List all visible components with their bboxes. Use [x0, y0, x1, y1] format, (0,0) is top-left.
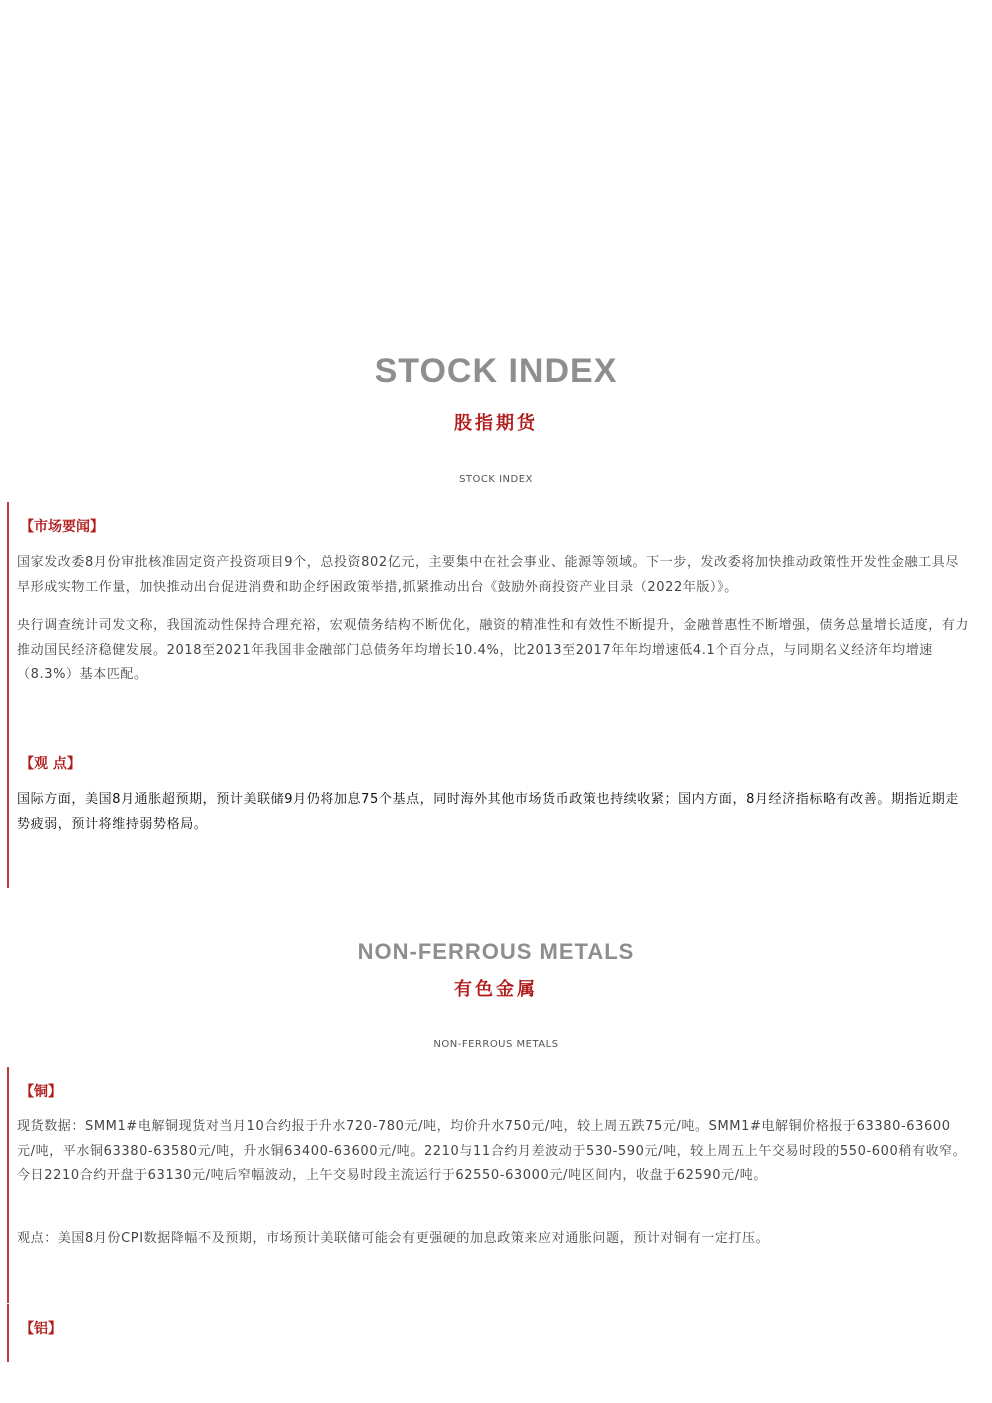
copper-rule [7, 1067, 9, 1303]
non-ferrous-caption: NON-FERROUS METALS [433, 1039, 559, 1050]
aluminum-rule [7, 1304, 9, 1362]
stock-index-caption: STOCK INDEX [459, 474, 533, 485]
view-heading: 【观 点】 [20, 756, 81, 772]
view-paragraph: 国际方面，美国8月通胀超预期，预计美联储9月仍将加息75个基点，同时海外其他市场货币政策也持续收紧；国内方面，8月经济指标略有改善。期指近期走势疲弱，预计将维持弱势格局。 [17, 792, 959, 832]
market-news-heading: 【市场要闻】 [20, 519, 104, 535]
copper-view-paragraph: 观点：美国8月份CPI数据降幅不及预期，市场预计美联储可能会有更强硬的加息政策来应对通胀问题，预计对铜有一定打压。 [17, 1231, 770, 1246]
copper-spot-paragraph: 现货数据：SMM1#电解铜现货对当月10合约报于升水720-780元/吨，均价升水750元/吨，较上周五跌75元/吨。SMM1#电解铜价格报于63380-63600元/吨，平水铜63380-63580元/吨，升水铜63400-63600元/吨。2210与11合约月差波动于530-590元/吨，较上周五上午交易时段的550-600稍有收窄。今日2210合约开盘于63130元/吨后窄幅波动，上午交易时段主流运行于62550-63000元/吨区间内，收盘于62590元/吨。 [17, 1119, 967, 1183]
market-news-paragraph-2: 央行调查统计司发文称，我国流动性保持合理充裕，宏观债务结构不断优化，融资的精准性和有效性不断提升，金融普惠性不断增强，债务总量增长适度，有力推动国民经济稳健发展。2018至2021年我国非金融部门总债务年均增长10.4%，比2013至2017年年均增速低4.1个百分点，与同期名义经济年均增速（8.3%）基本匹配。 [17, 618, 970, 682]
stock-index-rule [7, 502, 9, 888]
non-ferrous-title-en: NON-FERROUS METALS [357, 939, 635, 964]
stock-index-title-cn: 股指期货 [454, 413, 538, 434]
copper-heading: 【铜】 [20, 1084, 62, 1100]
non-ferrous-title-cn: 有色金属 [454, 979, 538, 1000]
aluminum-heading: 【铝】 [20, 1321, 62, 1337]
stock-index-title-en: STOCK INDEX [374, 352, 618, 390]
market-news-paragraph-1: 国家发改委8月份审批核准固定资产投资项目9个，总投资802亿元，主要集中在社会事业、能源等领域。下一步，发改委将加快推动政策性开发性金融工具尽早形成实物工作量，加快推动出台促进消费和助企纾困政策举措,抓紧推动出台《鼓励外商投资产业目录（2022年版）》。 [17, 555, 959, 595]
